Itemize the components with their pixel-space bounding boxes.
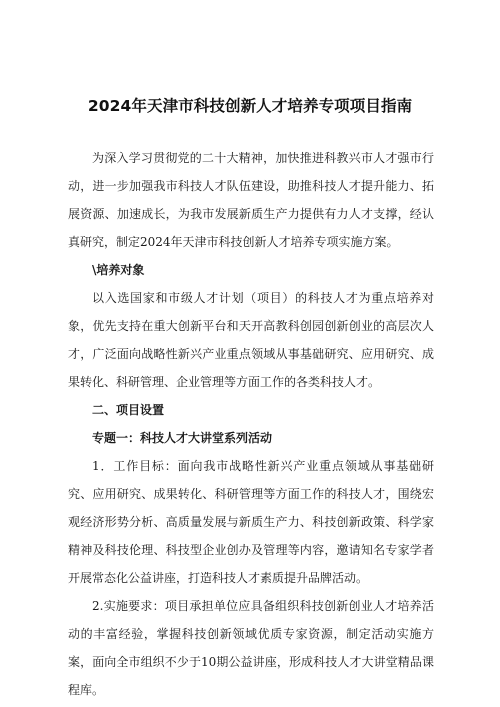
intro-paragraph: 为深入学习贯彻党的二十大精神，加快推进科教兴市人才强市行动，进一步加强我市科技人才队伍建设，助推科技人才提升能力、拓展资源、加速成长，为我市发展新质生产力提供有力人才支撑，经认真研究，制定2024年天津市科技创新人才培养专项实施方案。: [68, 151, 434, 249]
work-goal-paragraph: 1．工作目标：面向我市战略性新兴产业重点领域从事基础研究、应用研究、成果转化、科研管理等方面工作的科技人才，围绕宏观经济形势分析、高质量发展与新质生产力、科技创新政策、科学家精神及科技伦理、科技型企业创办及管理等内容，邀请知名专家学者开展常态化公益讲座，打造科技人才素质提升品牌活动。: [68, 459, 434, 585]
topic-heading-lecture-series: 专题一：科技人才大讲堂系列活动: [92, 431, 273, 445]
section-heading-training-targets: \培养对象: [92, 263, 145, 277]
document-title: 2024年天津市科技创新人才培养专项项目指南: [87, 97, 413, 115]
section-heading-project-setup: 二、项目设置: [92, 403, 165, 417]
implementation-requirements-paragraph: 2.实施要求：项目承担单位应具备组织科技创新创业人才培养活动的丰富经验，掌握科技创新领域优质专家资源，制定活动实施方案，面向全市组织不少于10期公益讲座，形成科技人才大讲堂精品课程库。: [68, 599, 434, 697]
document-body: [68, 144, 434, 704]
training-targets-paragraph: 以入选国家和市级人才计划（项目）的科技人才为重点培养对象，优先支持在重大创新平台和天开高教科创园创新创业的高层次人才，广泛面向战略性新兴产业重点领域从事基础研究、应用研究、成果转化、科研管理、企业管理等方面工作的各类科技人才。: [68, 291, 434, 389]
